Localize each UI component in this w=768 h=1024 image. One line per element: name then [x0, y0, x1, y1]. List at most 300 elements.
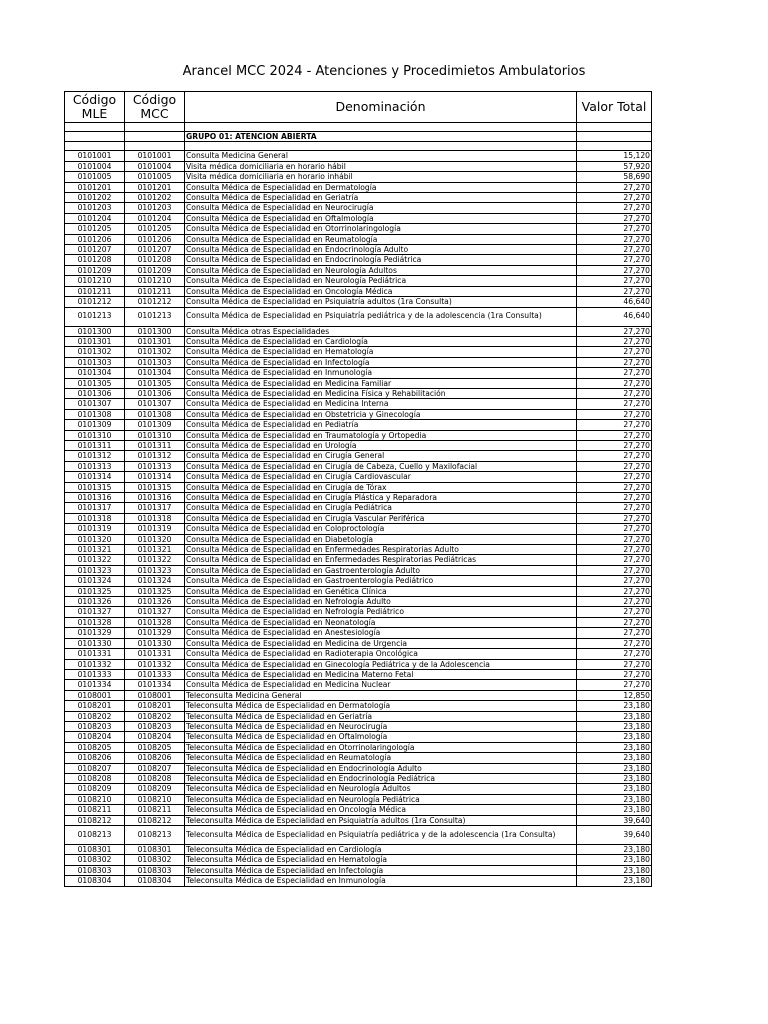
- cell-codigo-mle: 0101208: [65, 255, 125, 265]
- table-row: [65, 773, 652, 783]
- table-row: [65, 784, 652, 794]
- cell-denominacion: Consulta Medicina General: [185, 151, 577, 161]
- cell-denominacion: Consulta Médica de Especialidad en Cardiología: [185, 336, 577, 346]
- table-row: [65, 440, 652, 450]
- cell-valor-total: 57,920: [577, 161, 652, 171]
- cell-codigo-mcc: 0108208: [125, 773, 185, 783]
- cell-valor-total: 12,850: [577, 690, 652, 700]
- table-row: [65, 357, 652, 367]
- cell-denominacion: Consulta Médica de Especialidad en Neurología Pediátrica: [185, 276, 577, 286]
- cell-codigo-mle: 0108209: [65, 784, 125, 794]
- cell-valor-total: 27,270: [577, 440, 652, 450]
- table-row: [65, 326, 652, 336]
- cell-codigo-mcc: 0101321: [125, 545, 185, 555]
- table-row: [65, 276, 652, 286]
- cell-valor-total: 23,180: [577, 794, 652, 804]
- cell-denominacion: Consulta Médica de Especialidad en Genética Clínica: [185, 586, 577, 596]
- cell-denominacion: Teleconsulta Médica de Especialidad en Infectología: [185, 865, 577, 875]
- table-row: [65, 865, 652, 875]
- cell-denominacion: Consulta Médica de Especialidad en Reumatología: [185, 234, 577, 244]
- cell-denominacion: Consulta Médica de Especialidad en Geriatría: [185, 193, 577, 203]
- cell-valor-total: 27,270: [577, 472, 652, 482]
- cell-valor-total: 27,270: [577, 524, 652, 534]
- cell-denominacion: Consulta Médica de Especialidad en Medicina Física y Rehabilitación: [185, 388, 577, 398]
- cell-codigo-mle: 0101303: [65, 357, 125, 367]
- cell-codigo-mcc: 0101005: [125, 172, 185, 182]
- table-row: [65, 586, 652, 596]
- table-row: [65, 245, 652, 255]
- cell-valor-total: 27,270: [577, 224, 652, 234]
- table-row: [65, 659, 652, 669]
- cell-valor-total: 23,180: [577, 784, 652, 794]
- table-row: [65, 794, 652, 804]
- cell-valor-total: 27,270: [577, 482, 652, 492]
- cell-denominacion: Consulta Médica de Especialidad en Nefrología Adulto: [185, 597, 577, 607]
- cell-denominacion: Consulta Médica de Especialidad en Obstetricia y Ginecología: [185, 409, 577, 419]
- cell-codigo-mle: 0101325: [65, 586, 125, 596]
- header-codigo-mcc: Código MCC: [125, 92, 185, 123]
- cell-denominacion: Visita médica domiciliaria en horario hábil: [185, 161, 577, 171]
- cell-codigo-mle: 0101202: [65, 193, 125, 203]
- cell-denominacion: Teleconsulta Médica de Especialidad en Hematología: [185, 855, 577, 865]
- table-row: [65, 815, 652, 825]
- cell-denominacion: Consulta Médica de Especialidad en Medicina Materno Fetal: [185, 669, 577, 679]
- table-row: [65, 545, 652, 555]
- cell-denominacion: Consulta Médica de Especialidad en Cirugía General: [185, 451, 577, 461]
- cell-valor-total: 27,270: [577, 388, 652, 398]
- cell-codigo-mle: 0101323: [65, 565, 125, 575]
- cell-codigo-mcc: 0108204: [125, 732, 185, 742]
- table-row: [65, 690, 652, 700]
- cell-valor-total: 27,270: [577, 368, 652, 378]
- cell-codigo-mcc: 0101329: [125, 628, 185, 638]
- cell-valor-total: 15,120: [577, 151, 652, 161]
- cell-denominacion: Consulta Médica de Especialidad en Medicina de Urgencia: [185, 638, 577, 648]
- cell-codigo-mle: 0108212: [65, 815, 125, 825]
- cell-codigo-mcc: 0101207: [125, 245, 185, 255]
- cell-codigo-mle: 0108202: [65, 711, 125, 721]
- cell-valor-total: 27,270: [577, 213, 652, 223]
- cell-codigo-mcc: 0101315: [125, 482, 185, 492]
- cell-denominacion: Consulta Médica de Especialidad en Cirugía de Cabeza, Cuello y Maxilofacial: [185, 461, 577, 471]
- table-row: [65, 213, 652, 223]
- cell-codigo-mle: 0101001: [65, 151, 125, 161]
- cell-denominacion: Consulta Médica de Especialidad en Neurocirugía: [185, 203, 577, 213]
- cell-valor-total: 46,640: [577, 307, 652, 326]
- cell-codigo-mcc: 0101210: [125, 276, 185, 286]
- cell-denominacion: Teleconsulta Médica de Especialidad en Reumatología: [185, 753, 577, 763]
- cell-codigo-mle: 0108213: [65, 826, 125, 845]
- cell-codigo-mcc: 0108302: [125, 855, 185, 865]
- cell-codigo-mcc: 0108212: [125, 815, 185, 825]
- cell-valor-total: 27,270: [577, 576, 652, 586]
- cell-codigo-mle: 0101321: [65, 545, 125, 555]
- cell-codigo-mle: 0101310: [65, 430, 125, 440]
- cell-codigo-mcc: 0101306: [125, 388, 185, 398]
- table-row: [65, 742, 652, 752]
- table-row: [65, 534, 652, 544]
- cell-denominacion: Teleconsulta Médica de Especialidad en Endocrinología Adulto: [185, 763, 577, 773]
- cell-valor-total: 27,270: [577, 503, 652, 513]
- cell-denominacion: Teleconsulta Médica de Especialidad en Neurología Pediátrica: [185, 794, 577, 804]
- cell-codigo-mcc: 0101331: [125, 649, 185, 659]
- cell-codigo-mle: 0108303: [65, 865, 125, 875]
- cell-denominacion: Teleconsulta Médica de Especialidad en Oncología Médica: [185, 805, 577, 815]
- cell-codigo-mle: 0101004: [65, 161, 125, 171]
- cell-codigo-mcc: 0108303: [125, 865, 185, 875]
- cell-denominacion: Teleconsulta Médica de Especialidad en Otorrinolaringología: [185, 742, 577, 752]
- cell-codigo-mcc: 0101311: [125, 440, 185, 450]
- cell-codigo-mcc: 0101201: [125, 182, 185, 192]
- table-row: [65, 649, 652, 659]
- cell-codigo-mcc: 0101211: [125, 286, 185, 296]
- cell-codigo-mle: 0101313: [65, 461, 125, 471]
- cell-denominacion: Consulta Médica de Especialidad en Neurología Adultos: [185, 265, 577, 275]
- table-row: [65, 461, 652, 471]
- header-codigo-mle: Código MLE: [65, 92, 125, 123]
- table-row: [65, 482, 652, 492]
- cell-valor-total: 46,640: [577, 297, 652, 307]
- table-row: [65, 524, 652, 534]
- cell-valor-total: 23,180: [577, 855, 652, 865]
- cell-denominacion: Consulta Médica de Especialidad en Cirugía Cardiovascular: [185, 472, 577, 482]
- cell-valor-total: 27,270: [577, 669, 652, 679]
- cell-valor-total: 27,270: [577, 357, 652, 367]
- table-row: [65, 701, 652, 711]
- table-row: [65, 565, 652, 575]
- cell-denominacion: Consulta Médica de Especialidad en Inmunología: [185, 368, 577, 378]
- header-valor-total: Valor Total: [577, 92, 652, 123]
- cell-codigo-mcc: 0101330: [125, 638, 185, 648]
- table-row: [65, 420, 652, 430]
- cell-valor-total: 23,180: [577, 865, 652, 875]
- cell-codigo-mcc: 0101300: [125, 326, 185, 336]
- cell-codigo-mcc: 0108301: [125, 845, 185, 855]
- cell-denominacion: Consulta Médica de Especialidad en Oftalmología: [185, 213, 577, 223]
- cell-codigo-mle: 0101329: [65, 628, 125, 638]
- cell-denominacion: Consulta Médica de Especialidad en Endocrinología Adulto: [185, 245, 577, 255]
- table-row: [65, 307, 652, 326]
- cell-valor-total: 27,270: [577, 409, 652, 419]
- cell-denominacion: Consulta Médica de Especialidad en Anestesiología: [185, 628, 577, 638]
- cell-codigo-mcc: 0101326: [125, 597, 185, 607]
- cell-codigo-mcc: 0101320: [125, 534, 185, 544]
- cell-denominacion: Consulta Médica de Especialidad en Cirugía de Tórax: [185, 482, 577, 492]
- cell-codigo-mle: 0101302: [65, 347, 125, 357]
- table-row: [65, 576, 652, 586]
- cell-codigo-mcc: 0101212: [125, 297, 185, 307]
- cell-denominacion: Consulta Médica de Especialidad en Urología: [185, 440, 577, 450]
- cell-codigo-mle: 0101206: [65, 234, 125, 244]
- arancel-table: [64, 91, 652, 887]
- cell-valor-total: 27,270: [577, 555, 652, 565]
- cell-denominacion: Consulta Médica de Especialidad en Otorrinolaringología: [185, 224, 577, 234]
- cell-codigo-mle: 0101305: [65, 378, 125, 388]
- spacer-row: [65, 142, 652, 151]
- table-row: [65, 388, 652, 398]
- cell-codigo-mcc: 0108205: [125, 742, 185, 752]
- cell-codigo-mle: 0101205: [65, 224, 125, 234]
- cell-codigo-mcc: 0101324: [125, 576, 185, 586]
- cell-denominacion: Teleconsulta Médica de Especialidad en Oftalmología: [185, 732, 577, 742]
- cell-codigo-mcc: 0108210: [125, 794, 185, 804]
- cell-codigo-mle: 0108001: [65, 690, 125, 700]
- cell-codigo-mcc: 0101323: [125, 565, 185, 575]
- cell-codigo-mle: 0108211: [65, 805, 125, 815]
- cell-codigo-mle: 0101322: [65, 555, 125, 565]
- table-row: [65, 193, 652, 203]
- cell-codigo-mcc: 0101303: [125, 357, 185, 367]
- cell-denominacion: Consulta Médica de Especialidad en Coloproctología: [185, 524, 577, 534]
- cell-codigo-mcc: 0101327: [125, 607, 185, 617]
- cell-denominacion: Consulta Médica de Especialidad en Traumatología y Ortopedia: [185, 430, 577, 440]
- cell-valor-total: 23,180: [577, 721, 652, 731]
- cell-codigo-mle: 0101211: [65, 286, 125, 296]
- table-row: [65, 503, 652, 513]
- cell-valor-total: 27,270: [577, 255, 652, 265]
- cell-codigo-mcc: 0108207: [125, 763, 185, 773]
- table-row: [65, 297, 652, 307]
- cell-codigo-mle: 0101331: [65, 649, 125, 659]
- table-row: [65, 711, 652, 721]
- cell-valor-total: 27,270: [577, 617, 652, 627]
- cell-codigo-mcc: 0108203: [125, 721, 185, 731]
- cell-codigo-mle: 0101209: [65, 265, 125, 275]
- header-denominacion: Denominación: [185, 92, 577, 123]
- cell-codigo-mcc: 0101004: [125, 161, 185, 171]
- cell-codigo-mcc: 0101316: [125, 493, 185, 503]
- cell-codigo-mle: 0101326: [65, 597, 125, 607]
- cell-codigo-mle: 0101005: [65, 172, 125, 182]
- table-row: [65, 597, 652, 607]
- cell-valor-total: 27,270: [577, 420, 652, 430]
- table-row: [65, 493, 652, 503]
- cell-valor-total: 23,180: [577, 701, 652, 711]
- cell-codigo-mle: 0101311: [65, 440, 125, 450]
- table-row: [65, 234, 652, 244]
- cell-codigo-mcc: 0101322: [125, 555, 185, 565]
- table-row: [65, 513, 652, 523]
- cell-denominacion: Consulta Médica de Especialidad en Hematología: [185, 347, 577, 357]
- cell-valor-total: 27,270: [577, 234, 652, 244]
- table-row: [65, 845, 652, 855]
- cell-valor-total: 27,270: [577, 378, 652, 388]
- cell-codigo-mcc: 0101314: [125, 472, 185, 482]
- cell-codigo-mcc: 0101328: [125, 617, 185, 627]
- table-row: [65, 409, 652, 419]
- cell-codigo-mcc: 0101302: [125, 347, 185, 357]
- cell-denominacion: Consulta Médica de Especialidad en Enfermedades Respiratorias Pediátricas: [185, 555, 577, 565]
- table-row: [65, 451, 652, 461]
- group-row: [65, 132, 652, 142]
- table-header-row: [65, 92, 652, 123]
- cell-codigo-mle: 0101318: [65, 513, 125, 523]
- cell-codigo-mle: 0101210: [65, 276, 125, 286]
- cell-denominacion: Teleconsulta Médica de Especialidad en Inmunología: [185, 876, 577, 886]
- cell-codigo-mle: 0101328: [65, 617, 125, 627]
- cell-codigo-mle: 0108205: [65, 742, 125, 752]
- table-row: [65, 430, 652, 440]
- cell-codigo-mcc: 0101301: [125, 336, 185, 346]
- cell-codigo-mle: 0101309: [65, 420, 125, 430]
- cell-codigo-mcc: 0101312: [125, 451, 185, 461]
- cell-valor-total: 27,270: [577, 565, 652, 575]
- cell-denominacion: Teleconsulta Medicina General: [185, 690, 577, 700]
- cell-denominacion: Consulta Médica de Especialidad en Cirugía Plástica y Reparadora: [185, 493, 577, 503]
- cell-codigo-mcc: 0101319: [125, 524, 185, 534]
- cell-valor-total: 39,640: [577, 826, 652, 845]
- cell-codigo-mle: 0101306: [65, 388, 125, 398]
- document-title: Arancel MCC 2024 - Atenciones y Procedimietos Ambulatorios: [182, 64, 586, 79]
- cell-codigo-mcc: 0101206: [125, 234, 185, 244]
- cell-codigo-mle: 0101332: [65, 659, 125, 669]
- cell-valor-total: 23,180: [577, 773, 652, 783]
- cell-denominacion: Teleconsulta Médica de Especialidad en Endocrinología Pediátrica: [185, 773, 577, 783]
- cell-denominacion: Teleconsulta Médica de Especialidad en Psiquiatría pediátrica y de la adolescencia (1ra Consulta): [185, 826, 577, 845]
- cell-valor-total: 27,270: [577, 649, 652, 659]
- cell-denominacion: Teleconsulta Médica de Especialidad en Neurología Adultos: [185, 784, 577, 794]
- table-row: [65, 763, 652, 773]
- cell-codigo-mle: 0108302: [65, 855, 125, 865]
- cell-codigo-mle: 0101212: [65, 297, 125, 307]
- cell-valor-total: 27,270: [577, 326, 652, 336]
- cell-valor-total: 27,270: [577, 513, 652, 523]
- cell-codigo-mcc: 0101309: [125, 420, 185, 430]
- table-row: [65, 255, 652, 265]
- cell-codigo-mcc: 0101325: [125, 586, 185, 596]
- cell-valor-total: 27,270: [577, 245, 652, 255]
- cell-codigo-mcc: 0101332: [125, 659, 185, 669]
- cell-codigo-mcc: 0101001: [125, 151, 185, 161]
- cell-valor-total: 27,270: [577, 182, 652, 192]
- cell-valor-total: 27,270: [577, 545, 652, 555]
- cell-codigo-mle: 0101314: [65, 472, 125, 482]
- cell-denominacion: Consulta Médica de Especialidad en Diabetología: [185, 534, 577, 544]
- cell-codigo-mle: 0101330: [65, 638, 125, 648]
- cell-denominacion: Consulta Médica de Especialidad en Gastroenterología Pediátrico: [185, 576, 577, 586]
- table-row: [65, 336, 652, 346]
- cell-codigo-mle: 0101304: [65, 368, 125, 378]
- cell-codigo-mcc: 0108304: [125, 876, 185, 886]
- table-row: [65, 805, 652, 815]
- cell-valor-total: 27,270: [577, 286, 652, 296]
- cell-denominacion: Consulta Médica de Especialidad en Psiquiatría pediátrica y de la adolescencia (1ra Consulta): [185, 307, 577, 326]
- cell-codigo-mcc: 0101308: [125, 409, 185, 419]
- cell-valor-total: 27,270: [577, 276, 652, 286]
- cell-codigo-mle: 0101317: [65, 503, 125, 513]
- cell-codigo-mcc: 0101202: [125, 193, 185, 203]
- cell-codigo-mcc: 0101209: [125, 265, 185, 275]
- cell-denominacion: Consulta Médica de Especialidad en Ginecología Pediátrica y de la Adolescencia: [185, 659, 577, 669]
- cell-denominacion: Consulta Médica de Especialidad en Oncología Médica: [185, 286, 577, 296]
- table-row: [65, 607, 652, 617]
- cell-codigo-mcc: 0101310: [125, 430, 185, 440]
- cell-codigo-mle: 0101312: [65, 451, 125, 461]
- cell-denominacion: Consulta Médica de Especialidad en Infectología: [185, 357, 577, 367]
- cell-denominacion: Teleconsulta Médica de Especialidad en Psiquiatría adultos (1ra Consulta): [185, 815, 577, 825]
- cell-codigo-mle: 0101327: [65, 607, 125, 617]
- cell-codigo-mle: 0101201: [65, 182, 125, 192]
- cell-codigo-mle: 0101334: [65, 680, 125, 690]
- cell-valor-total: 27,270: [577, 586, 652, 596]
- table-row: [65, 161, 652, 171]
- cell-valor-total: 27,270: [577, 659, 652, 669]
- cell-denominacion: Teleconsulta Médica de Especialidad en Cardiología: [185, 845, 577, 855]
- table-row: [65, 855, 652, 865]
- table-row: [65, 555, 652, 565]
- table-row: [65, 826, 652, 845]
- cell-valor-total: 27,270: [577, 399, 652, 409]
- cell-codigo-mle: 0101320: [65, 534, 125, 544]
- cell-valor-total: 27,270: [577, 461, 652, 471]
- cell-valor-total: 23,180: [577, 876, 652, 886]
- cell-codigo-mle: 0101207: [65, 245, 125, 255]
- cell-codigo-mcc: 0108213: [125, 826, 185, 845]
- cell-codigo-mle: 0108210: [65, 794, 125, 804]
- cell-denominacion: Consulta Médica de Especialidad en Medicina Interna: [185, 399, 577, 409]
- table-row: [65, 753, 652, 763]
- cell-denominacion: Teleconsulta Médica de Especialidad en Dermatología: [185, 701, 577, 711]
- table-row: [65, 680, 652, 690]
- table-row: [65, 286, 652, 296]
- table-row: [65, 172, 652, 182]
- table-row: [65, 265, 652, 275]
- cell-codigo-mcc: 0101205: [125, 224, 185, 234]
- cell-codigo-mcc: 0108209: [125, 784, 185, 794]
- cell-denominacion: Consulta Médica de Especialidad en Psiquiatría adultos (1ra Consulta): [185, 297, 577, 307]
- cell-codigo-mle: 0101324: [65, 576, 125, 586]
- cell-valor-total: 27,270: [577, 203, 652, 213]
- cell-valor-total: 58,690: [577, 172, 652, 182]
- cell-codigo-mle: 0108201: [65, 701, 125, 711]
- cell-codigo-mle: 0101316: [65, 493, 125, 503]
- cell-codigo-mcc: 0108202: [125, 711, 185, 721]
- cell-valor-total: 27,270: [577, 451, 652, 461]
- cell-denominacion: Consulta Médica de Especialidad en Neonatología: [185, 617, 577, 627]
- cell-valor-total: 27,270: [577, 493, 652, 503]
- cell-codigo-mle: 0101213: [65, 307, 125, 326]
- cell-denominacion: Consulta Médica de Especialidad en Radioterapia Oncológica: [185, 649, 577, 659]
- cell-valor-total: 27,270: [577, 638, 652, 648]
- cell-valor-total: 27,270: [577, 347, 652, 357]
- cell-codigo-mcc: 0101334: [125, 680, 185, 690]
- table-row: [65, 347, 652, 357]
- cell-denominacion: Visita médica domiciliaria en horario inhábil: [185, 172, 577, 182]
- cell-codigo-mcc: 0101307: [125, 399, 185, 409]
- table-row: [65, 876, 652, 886]
- table-row: [65, 628, 652, 638]
- cell-denominacion: Consulta Médica de Especialidad en Medicina Familiar: [185, 378, 577, 388]
- cell-codigo-mle: 0101300: [65, 326, 125, 336]
- cell-valor-total: 23,180: [577, 753, 652, 763]
- table-row: [65, 721, 652, 731]
- cell-denominacion: Consulta Médica de Especialidad en Medicina Nuclear: [185, 680, 577, 690]
- cell-valor-total: 27,270: [577, 534, 652, 544]
- cell-valor-total: 39,640: [577, 815, 652, 825]
- table-row: [65, 182, 652, 192]
- table-row: [65, 151, 652, 161]
- group-label: GRUPO 01: ATENCION ABIERTA: [185, 132, 577, 142]
- cell-valor-total: 23,180: [577, 732, 652, 742]
- cell-valor-total: 23,180: [577, 742, 652, 752]
- cell-denominacion: Consulta Médica de Especialidad en Cirugía Pediátrica: [185, 503, 577, 513]
- cell-denominacion: Consulta Médica otras Especialidades: [185, 326, 577, 336]
- cell-valor-total: 23,180: [577, 845, 652, 855]
- cell-denominacion: Consulta Médica de Especialidad en Nefrología Pediátrico: [185, 607, 577, 617]
- cell-codigo-mle: 0101203: [65, 203, 125, 213]
- table-row: [65, 732, 652, 742]
- cell-codigo-mle: 0108206: [65, 753, 125, 763]
